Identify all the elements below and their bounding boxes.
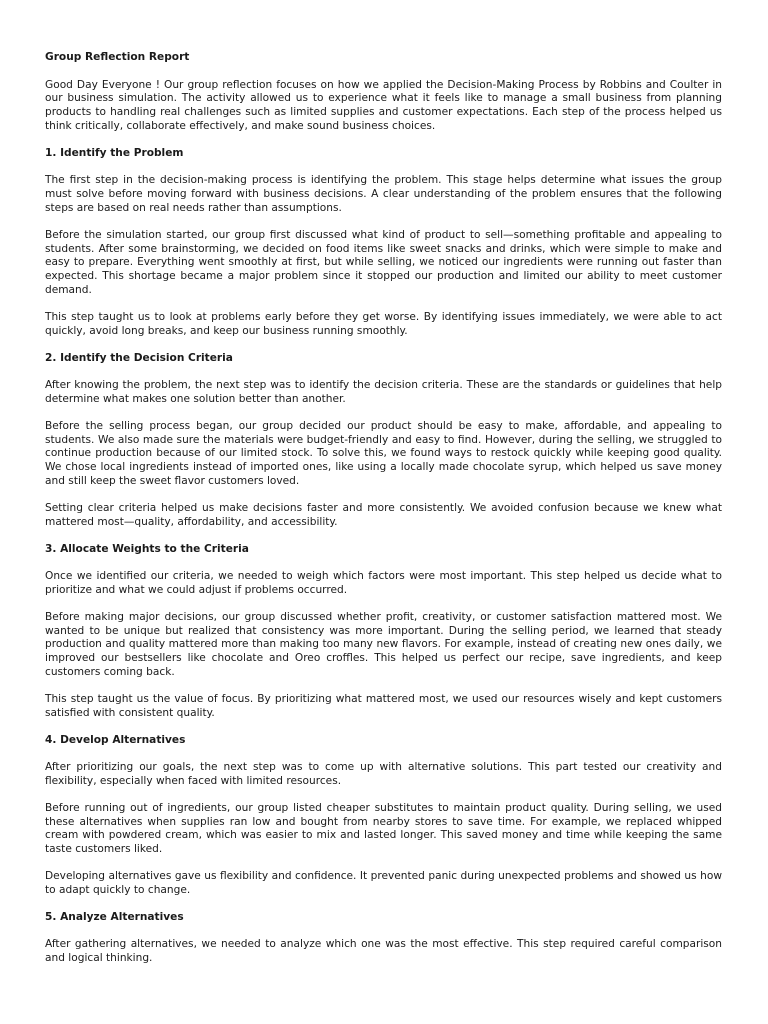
- section-paragraph: Once we identified our criteria, we needed to weigh which factors were most important. This step helped us decide what to prioritize and what we could adjust if problems occurred.: [45, 569, 722, 596]
- section-paragraph: Before the simulation started, our group first discussed what kind of product to sell—something profitable and appealing to students. After some brainstorming, we decided on food items like sweet snacks and drinks, which were simple to make and easy to prepare. Everything went smoothly at first, but while selling, we noticed our ingredients were running out faster than expected. This shortage became a major problem since it stopped our production and limited our ability to meet customer demand.: [45, 228, 722, 296]
- section-heading: 3. Allocate Weights to the Criteria: [45, 542, 249, 555]
- document-title: Group Reflection Report: [45, 51, 190, 63]
- section-paragraph: The first step in the decision-making process is identifying the problem. This stage helps determine what issues the group must solve before moving forward with business decisions. A clear understanding of the problem ensures that the following steps are based on real needs rather than assumptions.: [45, 174, 722, 214]
- intro-paragraph: Good Day Everyone ! Our group reflection focuses on how we applied the Decision-Making Process by Robbins and Coulter in our business simulation. The activity allowed us to experience what it feels like to manage a small business from planning products to handling real challenges such as limited supplies and customer expectations. Each step of the process helped us think critically, collaborate effectively, and make sound business choices.: [45, 78, 722, 132]
- section-paragraph: This step taught us to look at problems early before they get worse. By identifying issues immediately, we were able to act quickly, avoid long breaks, and keep our business running smoothly.: [45, 310, 722, 337]
- section-analyze-alternatives: [45, 911, 722, 966]
- section-paragraph: Before the selling process began, our group decided our product should be easy to make, affordable, and appealing to students. We also made sure the materials were budget-friendly and easy to find. However, during the selling, we struggled to continue production because of our limited stock. To solve this, we found ways to restock quickly while keeping good quality. We chose local ingredients instead of imported ones, like using a locally made chocolate syrup, which helped us save money and still keep the sweet flavor customers loved.: [45, 419, 722, 487]
- section-develop-alternatives: [45, 734, 722, 898]
- section-paragraph: Before making major decisions, our group discussed whether profit, creativity, or customer satisfaction mattered most. We wanted to be unique but realized that consistency was more important. During the selling period, we learned that steady production and quality mattered more than making too many new flavors. For example, instead of creating new ones daily, we improved our bestsellers like chocolate and Oreo croffles. This helped us perfect our recipe, save ingredients, and keep customers coming back.: [45, 610, 722, 678]
- section-heading: 2. Identify the Decision Criteria: [45, 351, 233, 364]
- section-paragraph: This step taught us the value of focus. By prioritizing what mattered most, we used our resources wisely and kept customers satisfied with consistent quality.: [45, 692, 722, 719]
- section-decision-criteria: [45, 352, 722, 530]
- section-paragraph: Before running out of ingredients, our group listed cheaper substitutes to maintain product quality. During selling, we used these alternatives when supplies ran low and bought from nearby stores to save time. For example, we replaced whipped cream with powdered cream, which was easier to mix and lasted longer. This saved money and time while keeping the same taste customers liked.: [45, 801, 722, 856]
- section-allocate-weights: [45, 543, 722, 721]
- section-heading: 5. Analyze Alternatives: [45, 911, 184, 924]
- section-paragraph: After knowing the problem, the next step was to identify the decision criteria. These are the standards or guidelines that help determine what makes one solution better than another.: [45, 378, 722, 405]
- document-page: [45, 51, 722, 979]
- section-paragraph: Setting clear criteria helped us make decisions faster and more consistently. We avoided confusion because we knew what mattered most—quality, affordability, and accessibility.: [45, 501, 722, 528]
- section-identify-problem: [45, 147, 722, 338]
- section-heading: 4. Develop Alternatives: [45, 733, 186, 746]
- section-heading: 1. Identify the Problem: [45, 147, 184, 160]
- section-paragraph: After gathering alternatives, we needed to analyze which one was the most effective. This step required careful comparison and logical thinking.: [45, 938, 722, 965]
- section-paragraph: Developing alternatives gave us flexibility and confidence. It prevented panic during unexpected problems and showed us how to adapt quickly to change.: [45, 870, 722, 896]
- section-paragraph: After prioritizing our goals, the next step was to come up with alternative solutions. This part tested our creativity and flexibility, especially when faced with limited resources.: [45, 761, 722, 787]
